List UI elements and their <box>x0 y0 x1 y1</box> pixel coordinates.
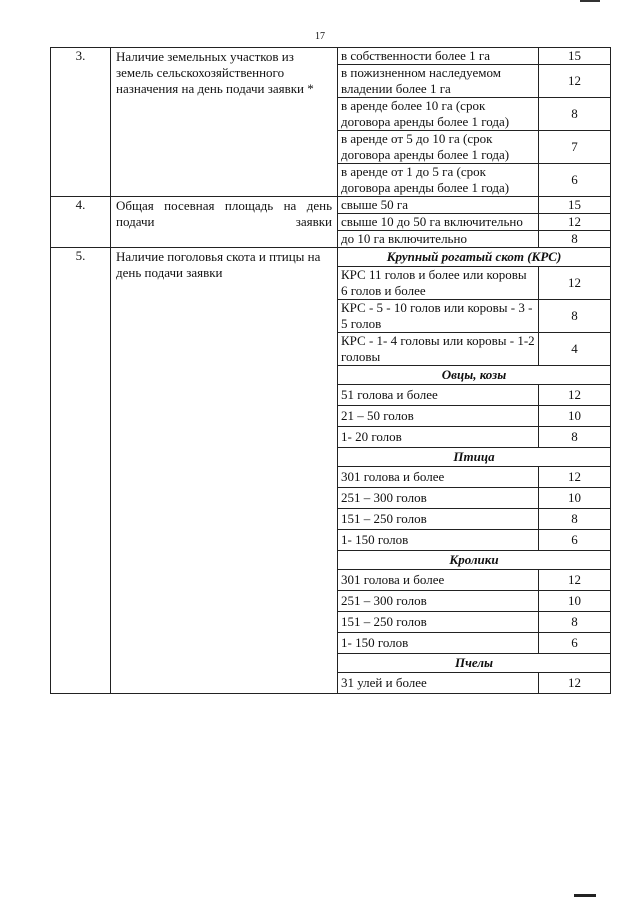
condition-cell: 301 голова и более <box>338 467 539 488</box>
condition-cell: 151 – 250 голов <box>338 509 539 530</box>
group-header-row <box>51 248 611 267</box>
condition-cell: 251 – 300 голов <box>338 488 539 509</box>
score-cell: 8 <box>539 98 611 131</box>
score-cell: 10 <box>539 488 611 509</box>
condition-cell: 31 улей и более <box>338 673 539 694</box>
score-cell: 8 <box>539 612 611 633</box>
condition-cell: до 10 га включительно <box>338 231 539 248</box>
score-cell: 8 <box>539 300 611 333</box>
group-header: Крупный рогатый скот (КРС) <box>338 248 611 267</box>
condition-cell: в аренде от 5 до 10 га (срок договора аренды более 1 года) <box>338 131 539 164</box>
score-cell: 12 <box>539 214 611 231</box>
score-cell: 12 <box>539 267 611 300</box>
condition-cell: КРС - 5 - 10 голов или коровы - 3 - 5 голов <box>338 300 539 333</box>
condition-cell: 1- 20 голов <box>338 427 539 448</box>
score-cell: 12 <box>539 673 611 694</box>
score-cell: 12 <box>539 570 611 591</box>
condition-cell: 1- 150 голов <box>338 633 539 654</box>
condition-cell: 51 голова и более <box>338 385 539 406</box>
condition-cell: свыше 10 до 50 га включительно <box>338 214 539 231</box>
score-cell: 8 <box>539 231 611 248</box>
condition-cell: в пожизненном наследуемом владении более 1 га <box>338 65 539 98</box>
score-cell: 12 <box>539 467 611 488</box>
condition-cell: 1- 150 голов <box>338 530 539 551</box>
score-cell: 15 <box>539 48 611 65</box>
condition-cell: в собственности более 1 га <box>338 48 539 65</box>
condition-cell: КРС - 1- 4 головы или коровы - 1-2 головы <box>338 333 539 366</box>
table-row <box>51 197 611 214</box>
score-cell: 7 <box>539 131 611 164</box>
criterion-text: Наличие земельных участков из земель сельскохозяйственного назначения на день подачи заявки * <box>111 48 338 197</box>
section-number: 3. <box>51 48 111 197</box>
corner-mark <box>580 0 600 2</box>
scan-mark <box>574 894 596 897</box>
condition-cell: в аренде от 1 до 5 га (срок договора аренды более 1 года) <box>338 164 539 197</box>
score-cell: 8 <box>539 509 611 530</box>
group-header: Птица <box>338 448 611 467</box>
page-number: 17 <box>315 31 325 42</box>
score-cell: 4 <box>539 333 611 366</box>
score-cell: 8 <box>539 427 611 448</box>
group-header: Кролики <box>338 551 611 570</box>
section-number: 4. <box>51 197 111 248</box>
score-cell: 6 <box>539 530 611 551</box>
score-cell: 15 <box>539 197 611 214</box>
score-cell: 10 <box>539 406 611 427</box>
score-cell: 6 <box>539 164 611 197</box>
condition-cell: 251 – 300 голов <box>338 591 539 612</box>
score-cell: 12 <box>539 65 611 98</box>
condition-cell: 21 – 50 голов <box>338 406 539 427</box>
score-cell: 12 <box>539 385 611 406</box>
section-number: 5. <box>51 248 111 694</box>
condition-cell: КРС 11 голов и более или коровы 6 голов и более <box>338 267 539 300</box>
table-row <box>51 48 611 65</box>
condition-cell: 301 голова и более <box>338 570 539 591</box>
group-header: Пчелы <box>338 654 611 673</box>
condition-cell: в аренде более 10 га (срок договора аренды более 1 года) <box>338 98 539 131</box>
condition-cell: свыше 50 га <box>338 197 539 214</box>
condition-cell: 151 – 250 голов <box>338 612 539 633</box>
score-cell: 10 <box>539 591 611 612</box>
group-header: Овцы, козы <box>338 366 611 385</box>
score-cell: 6 <box>539 633 611 654</box>
criterion-text: Наличие поголовья скота и птицы на день подачи заявки <box>111 248 338 694</box>
criterion-text: Общая посевная площадь на день подачи заявки <box>111 197 338 248</box>
criteria-table <box>50 47 611 694</box>
